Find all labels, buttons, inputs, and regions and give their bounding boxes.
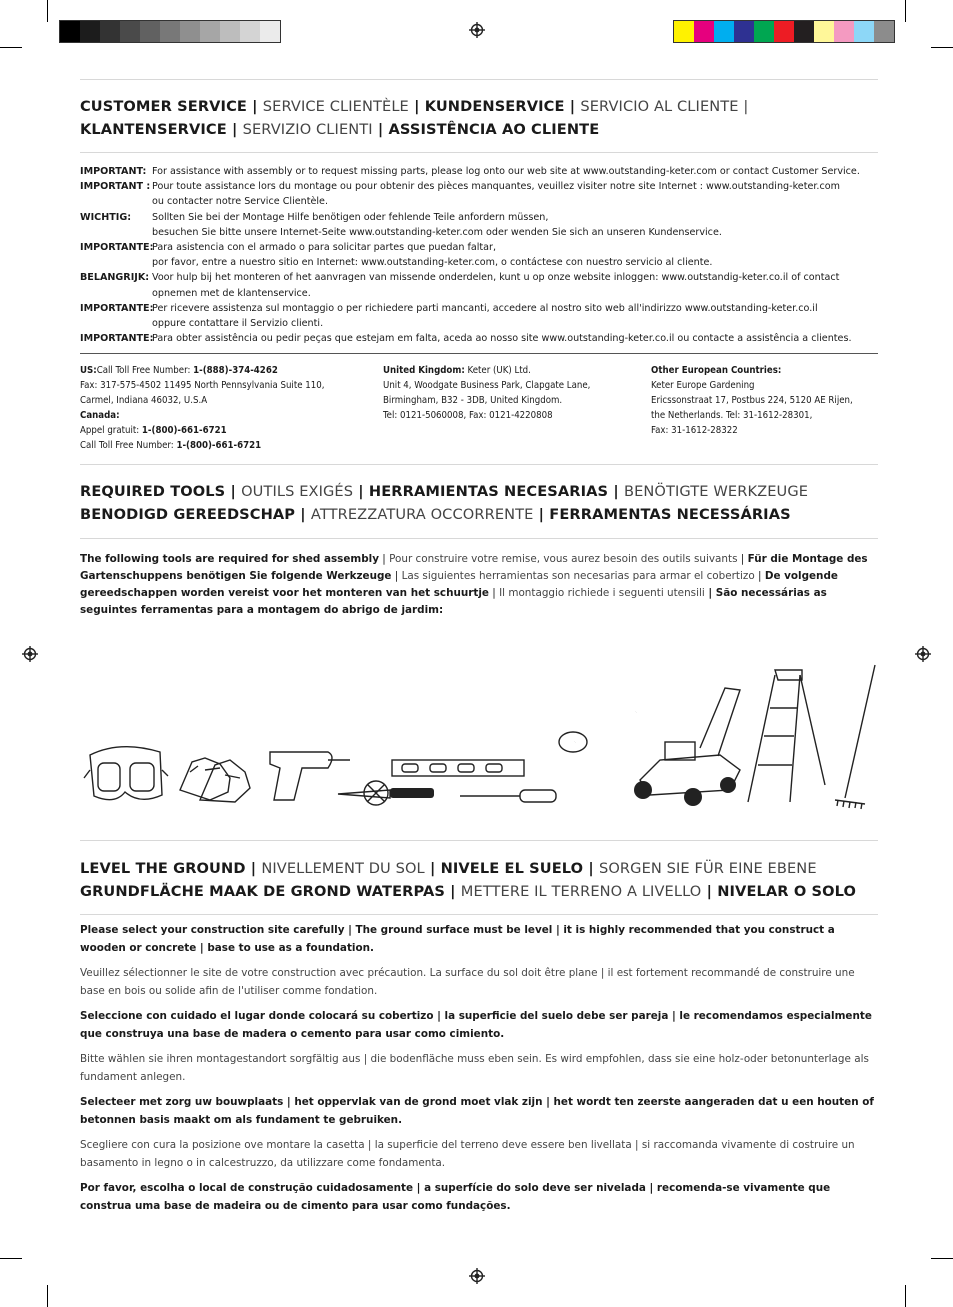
important-note-label [80, 255, 152, 270]
text-run: | [379, 553, 390, 565]
text-run: FERRAMENTAS NECESSÁRIAS [549, 506, 791, 523]
important-note-label: WICHTIG: [80, 211, 132, 223]
text-run: BENÖTIGTE WERKZEUGE [623, 483, 809, 500]
color-swatch [734, 21, 754, 42]
text-run: BENODIGD GEREEDSCHAP [80, 506, 296, 523]
heading-line [80, 503, 808, 526]
color-swatch [80, 21, 100, 42]
level-ground-text-fr: Veuillez sélectionner le site de votre construction avec précaution. La surface du sol doit être plane | il est fortement recommandé de construire une base en bois ou solide afin de l'utiliser comme fondation. [80, 967, 855, 997]
process-color-bar [673, 20, 895, 43]
text-run: METTERE IL TERRENO A LIVELLO [460, 883, 702, 900]
required-tools-description [80, 551, 880, 619]
level-ground-text-de: Bitte wählen sie ihren montagestandort sorgfältig aus | die bodenfläche muss eben sein. Es wird empfohlen, dass sie eine holz-oder betonunterlage als fundament anlegen. [80, 1053, 869, 1083]
important-note-row [80, 255, 880, 270]
text-run: | [245, 860, 262, 877]
text-run: KUNDENSERVICE [424, 98, 565, 115]
text-run: | [754, 570, 765, 582]
lawn-mower-icon [634, 688, 740, 806]
crop-mark [47, 1285, 48, 1307]
text-run: NIVELLEMENT DU SOL [261, 860, 425, 877]
drill-icon [270, 752, 350, 800]
level-ground-heading [80, 857, 856, 903]
color-swatch [854, 21, 874, 42]
important-note-text: Para obter assistência ou pedir peças que estejam em falta, aceda ao nosso site www.outstanding-keter.co.il ou contacte a assistência a clientes. [152, 333, 852, 345]
important-note-row [80, 286, 880, 301]
text-run: | [533, 506, 550, 523]
heading-line [80, 118, 748, 141]
text-run: | [564, 98, 581, 115]
text-run: | [701, 883, 718, 900]
text-run: KLANTENSERVICE [80, 121, 227, 138]
text-run: | [226, 121, 243, 138]
required-tools-heading [80, 480, 808, 526]
text-run: Pour construire votre remise, vous aurez besoin des outils suivants [389, 553, 738, 565]
crop-mark [905, 0, 906, 22]
color-swatch [714, 21, 734, 42]
registration-mark-icon [915, 646, 931, 662]
text-run: | [391, 570, 402, 582]
mallet-icon [559, 712, 636, 752]
important-note-text: oppure contattare il Servizio clienti. [152, 318, 324, 330]
important-note-text: Pour toute assistance lors du montage ou pour obtenir des pièces manquantes, veuillez visiter notre site Internet : www.outstanding-keter.com [152, 181, 840, 193]
important-note-text: Voor hulp bij het monteren of het aanvragen van missende onderdelen, kunt u op onze website inloggen: www.outstandig-keter.co.il of contact [152, 272, 840, 284]
contact-uk: United Kingdom: Keter (UK) Ltd. Unit 4, Woodgate Business Park, Clapgate Lane, Birmingham, B32 - 3DB, United Kingdom. Tel: 0121-5060008, Fax: 0121-4220808 [383, 365, 591, 421]
color-swatch [160, 21, 180, 42]
important-note-label: IMPORTANT: [80, 166, 147, 177]
important-note-label [80, 225, 152, 240]
color-swatch [260, 21, 280, 42]
text-run: SERVICE CLIENTÈLE [262, 98, 409, 115]
important-note-row [80, 331, 880, 346]
level-ground-text-es: Seleccione con cuidado el lugar donde colocará su cobertizo | la superficie del suelo debe ser pareja | le recomendamos especialmente que construya una base de madera o cemento para usar como cimiento. [80, 1010, 872, 1040]
color-swatch [100, 21, 120, 42]
important-note-text: Sollten Sie bei der Montage Hilfe benötigen oder fehlende Teile anfordern müssen, [152, 211, 549, 223]
goggles-icon [84, 747, 168, 800]
text-run: GRUNDFLÄCHE MAAK DE GROND WATERPAS [80, 883, 445, 900]
section-divider [80, 914, 878, 915]
text-run: | [444, 883, 461, 900]
level-ground-text-pt: Por favor, escolha o local de construção cuidadosamente | a superfície do solo deve ser nivelada | recomenda-se vivamente que construa uma base de madeira ou de cimento para usar como fundações. [80, 1182, 831, 1212]
important-note-row [80, 194, 880, 209]
important-note-label: IMPORTANTE: [80, 242, 154, 254]
gloves-icon [180, 758, 250, 802]
important-note-label: IMPORTANTE: [80, 302, 154, 314]
important-note-row [80, 179, 880, 194]
contact-us-label: US: [80, 365, 97, 376]
text-run: São necessárias as seguintes ferramentas para a montagem do abrigo de jardim: [80, 587, 827, 616]
text-run: Für die Montage des Gartenschuppens benötigen Sie folgende Werkzeuge [80, 553, 868, 582]
registration-mark-icon [22, 646, 38, 662]
important-note-text: Per ricevere assistenza sul montaggio o per richiedere parti mancanti, accedere al nostro sito web all'indirizzo www.outstanding-keter.co.il [152, 302, 818, 314]
contact-europe: Other European Countries: Keter Europe Gardening Ericssonstraat 17, Postbus 224, 5120 AE Rijen, the Netherlands. Tel: 31-1612-28301, Fax: 31-1612-28322 [651, 365, 853, 436]
color-swatch [140, 21, 160, 42]
screwdriver-icon [460, 790, 556, 802]
important-note-label: BELANGRIJK: [80, 272, 150, 284]
customer-service-heading [80, 95, 748, 141]
important-note-label [80, 316, 152, 331]
contact-uk-label: United Kingdom: [383, 365, 465, 376]
section-divider [80, 79, 878, 80]
text-run: LEVEL THE GROUND [80, 860, 246, 877]
heading-line [80, 880, 856, 903]
text-run: SORGEN SIE FÜR EINE EBENE [598, 860, 817, 877]
color-swatch [814, 21, 834, 42]
color-swatch [794, 21, 814, 42]
important-note-row [80, 301, 880, 316]
color-swatch [834, 21, 854, 42]
important-note-text: por favor, entre a nuestro sitio en Internet: www.outstanding-keter.com, o contáctese con nuestro servicio al cliente. [152, 257, 713, 269]
section-divider [80, 353, 878, 354]
text-run: | [488, 587, 500, 599]
color-swatch [60, 21, 80, 42]
text-run: | [608, 483, 624, 500]
color-swatch [874, 21, 894, 42]
rake-icon [835, 665, 875, 809]
crop-mark [931, 47, 953, 48]
color-swatch [774, 21, 794, 42]
text-run: SERVICIO AL CLIENTE | [580, 98, 749, 115]
spirit-level-icon [392, 760, 524, 776]
text-run: | [424, 860, 441, 877]
text-run: De volgende gereedschappen worden vereist voor het monteren van het schuurtje [80, 570, 838, 599]
text-run: NIVELE EL SUELO [440, 860, 584, 877]
section-divider [80, 464, 878, 465]
text-run: NIVELAR O SOLO [717, 883, 857, 900]
heading-line [80, 95, 748, 118]
text-run: The following tools are required for shed assembly [80, 553, 379, 565]
important-note-label: IMPORTANT : [80, 181, 151, 193]
text-run: | [295, 506, 311, 523]
text-run: ASSISTÊNCIA AO CLIENTE [388, 121, 600, 138]
color-swatch [694, 21, 714, 42]
level-ground-text-nl: Selecteer met zorg uw bouwplaats | het oppervlak van de grond moet vlak zijn | het wordt ten zeerste aangeraden dat u een houten of betonnen basis maakt om als fundament te gebruiken. [80, 1096, 874, 1126]
tools-illustration [80, 660, 880, 810]
text-run: | [704, 587, 716, 599]
color-swatch [220, 21, 240, 42]
crop-mark [905, 1285, 906, 1307]
section-divider [80, 152, 878, 153]
text-run: OUTILS EXIGÉS [241, 483, 354, 500]
important-note-row [80, 270, 880, 285]
important-note-label [80, 286, 152, 301]
text-run: | [372, 121, 389, 138]
text-run: Il montaggio richiede i seguenti utensili [499, 587, 705, 599]
important-note-text: opnemen met de klantenservice. [152, 287, 311, 299]
level-ground-text-it: Scegliere con cura la posizione ove montare la casetta | la superficie del terreno deve essere ben livellata | si raccomanda vivamente di costruire un basamento in legno o in calcestruzzo, da utilizzare come fondamenta. [80, 1139, 855, 1169]
text-run: | [583, 860, 599, 877]
section-divider [80, 538, 878, 539]
text-run: REQUIRED TOOLS [80, 483, 226, 500]
important-note-row [80, 240, 880, 255]
registration-mark-icon [469, 1268, 485, 1284]
crop-mark [0, 1258, 22, 1259]
text-run: | [408, 98, 425, 115]
important-note-row [80, 316, 880, 331]
color-swatch [200, 21, 220, 42]
section-divider [80, 840, 878, 841]
text-run: CUSTOMER SERVICE [80, 98, 247, 115]
registration-mark-icon [469, 22, 485, 38]
color-swatch [120, 21, 140, 42]
text-run: ATTREZZATURA OCCORRENTE [310, 506, 534, 523]
heading-line [80, 480, 808, 503]
important-note-text: For assistance with assembly or to request missing parts, please log onto our web site at www.outstanding-keter.com or contact Customer Service. [152, 166, 860, 177]
important-note-text: ou contacter notre Service Clientèle. [152, 196, 328, 208]
us-phone: 1-(888)-374-4262 [193, 365, 278, 376]
important-note-row [80, 225, 880, 240]
crop-mark [0, 47, 22, 48]
text-run: | [737, 553, 748, 565]
step-ladder-icon [748, 670, 825, 802]
crop-mark [47, 0, 48, 22]
text-run: | [225, 483, 242, 500]
knife-crossed-icon [338, 781, 434, 805]
important-note-text: Para asistencia con el armado o para solicitar partes que puedan faltar, [152, 242, 497, 254]
important-notes [80, 164, 880, 346]
text-run: | [353, 483, 369, 500]
important-note-row [80, 164, 880, 179]
color-swatch [180, 21, 200, 42]
heading-line [80, 857, 856, 880]
text-run: SERVIZIO CLIENTI [242, 121, 373, 138]
color-swatch [754, 21, 774, 42]
important-note-text: besuchen Sie bitte unsere Internet-Seite www.outstanding-keter.com oder wenden Sie sich an unseren Kundenservice. [152, 226, 722, 238]
contact-canada-label: Canada: [80, 410, 120, 421]
text-run: HERRAMIENTAS NECESARIAS [368, 483, 609, 500]
important-note-label: IMPORTANTE: [80, 333, 154, 345]
important-note-row [80, 210, 880, 225]
grayscale-color-bar [59, 20, 281, 43]
color-swatch [674, 21, 694, 42]
contact-eu-label: Other European Countries: [651, 365, 782, 376]
level-ground-text-en: Please select your construction site carefully | The ground surface must be level | it is highly recommended that you construct a wooden or concrete | base to use as a foundation. [80, 924, 835, 954]
text-run: | [246, 98, 263, 115]
crop-mark [931, 1258, 953, 1259]
important-note-label [80, 194, 152, 209]
contact-us: US:Call Toll Free Number: 1-(888)-374-4262 Fax: 317-575-4502 11495 North Pennsylvania Suite 110, Carmel, Indiana 46032, U.S.A Canada: Appel gratuit: 1-(800)-661-6721 Call Toll Free Number: 1-(800)-661-6721 [80, 365, 325, 451]
text-run: Las siguientes herramientas son necesarias para armar el cobertizo [401, 570, 755, 582]
color-swatch [240, 21, 260, 42]
